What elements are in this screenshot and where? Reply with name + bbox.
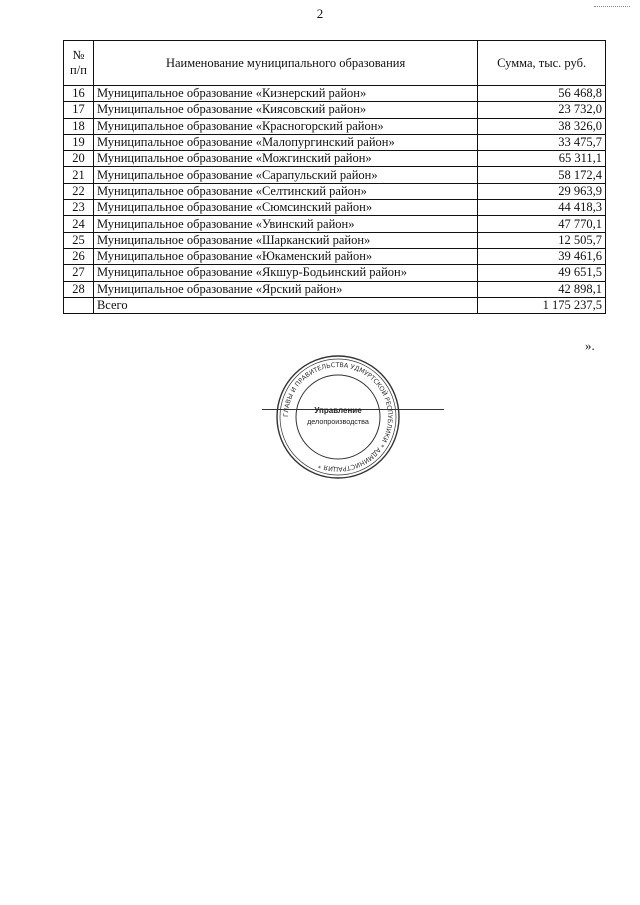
table-row	[64, 183, 606, 199]
table-row	[64, 118, 606, 134]
row-name: Муниципальное образование «Сарапульский район»	[93, 167, 477, 183]
row-number: 20	[64, 151, 94, 167]
row-sum: 39 461,6	[478, 248, 606, 264]
seal-center-line1: Управление	[314, 406, 362, 415]
header-number-symbol: №	[72, 48, 85, 62]
row-name: Муниципальное образование «Увинский район»	[93, 216, 477, 232]
row-sum: 42 898,1	[478, 281, 606, 297]
total-label: Всего	[93, 297, 477, 313]
total-number-cell	[64, 297, 94, 313]
row-sum: 49 651,5	[478, 265, 606, 281]
total-row	[64, 297, 606, 313]
row-number: 24	[64, 216, 94, 232]
table-row	[64, 216, 606, 232]
row-name: Муниципальное образование «Селтинский район»	[93, 183, 477, 199]
table-header-row	[64, 41, 606, 86]
table-row	[64, 248, 606, 264]
official-seal	[275, 354, 401, 480]
row-sum: 58 172,4	[478, 167, 606, 183]
row-sum: 12 505,7	[478, 232, 606, 248]
seal-center-line2: делопроизводства	[307, 417, 369, 426]
row-sum: 29 963,9	[478, 183, 606, 199]
table-row	[64, 265, 606, 281]
table-row	[64, 200, 606, 216]
row-sum: 23 732,0	[478, 102, 606, 118]
funding-table	[63, 40, 606, 314]
row-sum: 33 475,7	[478, 134, 606, 150]
row-name: Муниципальное образование «Красногорский район»	[93, 118, 477, 134]
row-name: Муниципальное образование «Киясовский район»	[93, 102, 477, 118]
row-number: 18	[64, 118, 94, 134]
table-row	[64, 167, 606, 183]
row-name: Муниципальное образование «Можгинский район»	[93, 151, 477, 167]
table-row	[64, 281, 606, 297]
row-name: Муниципальное образование «Шарканский район»	[93, 232, 477, 248]
row-sum: 65 311,1	[478, 151, 606, 167]
row-name: Муниципальное образование «Кизнерский район»	[93, 86, 477, 102]
row-number: 21	[64, 167, 94, 183]
header-number-abbr: п/п	[70, 63, 87, 77]
row-number: 19	[64, 134, 94, 150]
row-number: 17	[64, 102, 94, 118]
row-sum: 38 326,0	[478, 118, 606, 134]
row-number: 25	[64, 232, 94, 248]
row-name: Муниципальное образование «Ярский район»	[93, 281, 477, 297]
table-row	[64, 151, 606, 167]
row-number: 16	[64, 86, 94, 102]
header-sum: Сумма, тыс. руб.	[478, 41, 606, 86]
corner-mark	[594, 0, 630, 7]
table-row	[64, 86, 606, 102]
row-sum: 44 418,3	[478, 200, 606, 216]
row-number: 26	[64, 248, 94, 264]
row-sum: 56 468,8	[478, 86, 606, 102]
table-row	[64, 102, 606, 118]
seal-ring-textpath: ГЛАВЫ И ПРАВИТЕЛЬСТВА УДМУРТСКОЙ РЕСПУБЛИКИ * АДМИНИСТРАЦИЯ *	[281, 360, 395, 474]
table-row	[64, 134, 606, 150]
row-number: 22	[64, 183, 94, 199]
row-number: 23	[64, 200, 94, 216]
row-name: Муниципальное образование «Малопургинский район»	[93, 134, 477, 150]
header-number	[64, 41, 94, 86]
closing-quote: ».	[585, 338, 595, 353]
row-number: 27	[64, 265, 94, 281]
row-name: Муниципальное образование «Якшур-Бодьинский район»	[93, 265, 477, 281]
total-sum: 1 175 237,5	[478, 297, 606, 313]
row-sum: 47 770,1	[478, 216, 606, 232]
row-name: Муниципальное образование «Сюмсинский район»	[93, 200, 477, 216]
row-number: 28	[64, 281, 94, 297]
header-name: Наименование муниципального образования	[93, 41, 477, 86]
page-number: 2	[316, 6, 324, 21]
row-name: Муниципальное образование «Юкаменский район»	[93, 248, 477, 264]
table-row	[64, 232, 606, 248]
